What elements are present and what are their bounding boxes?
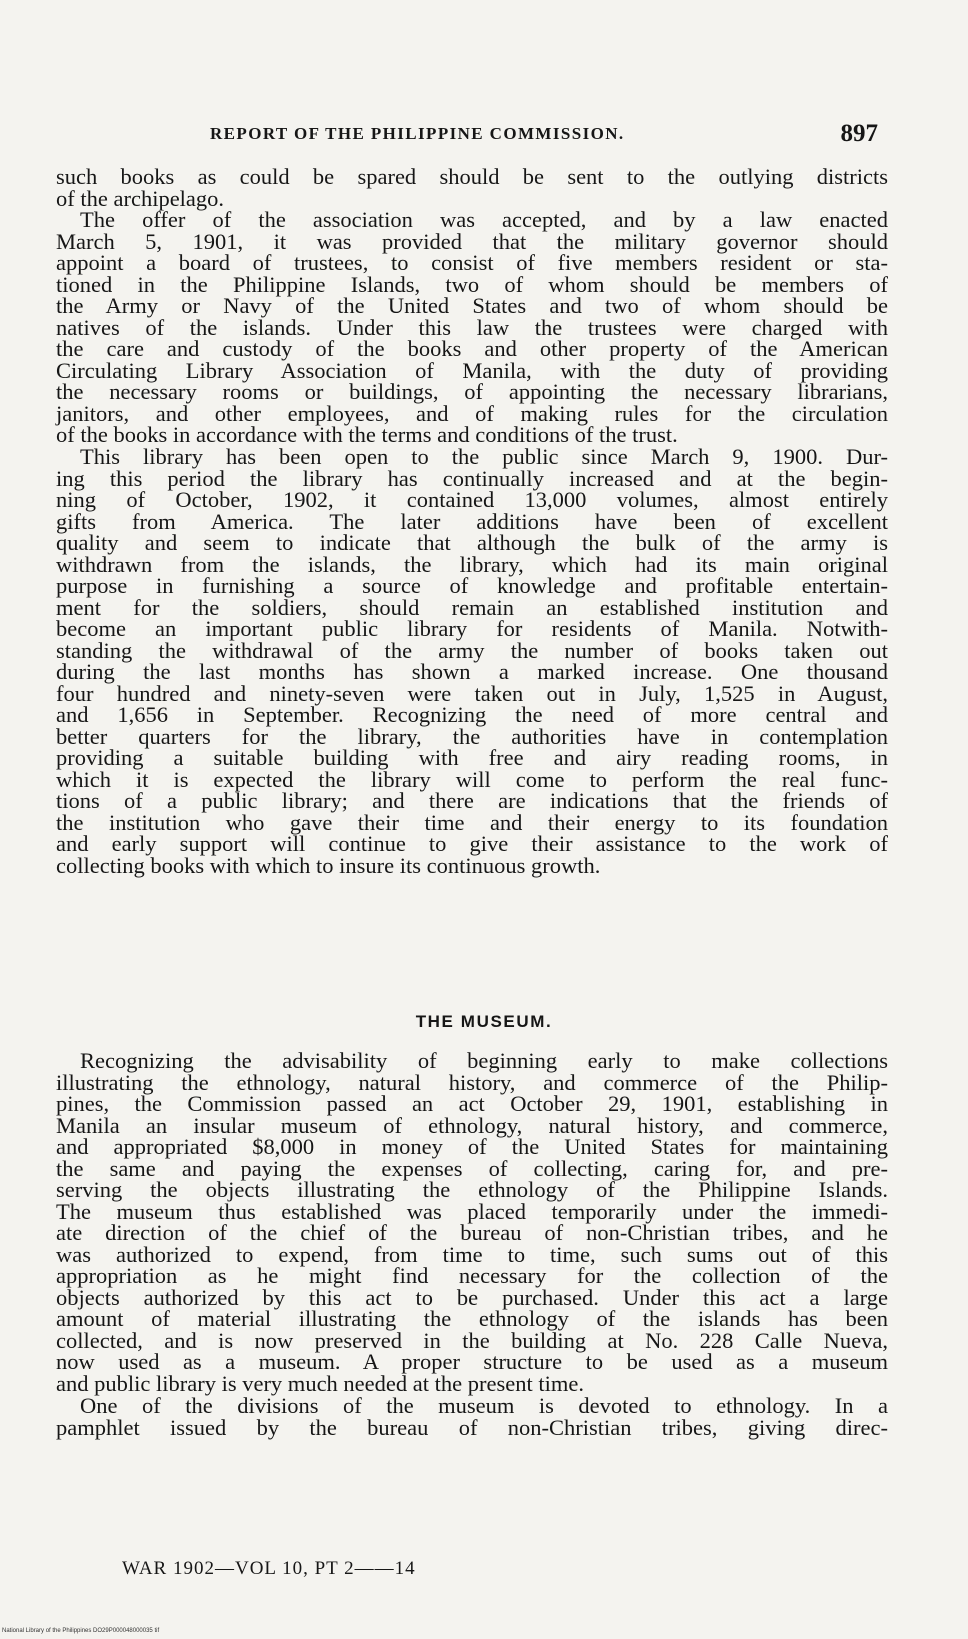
text-line: The offer of the association was accepted, and by a law enacted xyxy=(80,207,888,232)
text-line: pines, the Commission passed an act October 29, 1901, establishing in xyxy=(56,1091,888,1116)
paragraph-library-history xyxy=(56,446,888,876)
signature-mark: WAR 1902—VOL 10, PT 2——14 xyxy=(122,1558,416,1579)
text-line: four hundred and ninety-seven were taken out in July, 1,525 in August, xyxy=(56,680,888,706)
text-line: janitors, and other employees, and of making rules for the circulation xyxy=(56,400,888,426)
text-line: Circulating Library Association of Manila, with the duty of providing xyxy=(56,357,888,383)
text-line: providing a suitable building with free and airy reading rooms, in xyxy=(56,745,888,770)
paragraph-continuation xyxy=(56,166,888,209)
paragraph-library-law xyxy=(56,209,888,446)
text-line: the same and paying the expenses of collecting, caring for, and pre- xyxy=(56,1155,888,1181)
scan-credit: National Library of the Philippines DO29P000048000035 tif xyxy=(2,1628,160,1634)
text-line: purpose in furnishing a source of knowledge and profitable entertain- xyxy=(56,573,888,598)
text-line: Recognizing the advisability of beginning early to make collections xyxy=(80,1048,888,1073)
page-number: 897 xyxy=(840,120,878,147)
text-line: appoint a board of trustees, to consist of five members resident or sta- xyxy=(56,250,888,275)
paragraph-museum xyxy=(56,1050,888,1394)
text-line: pamphlet issued by the bureau of non-Christian tribes, giving direc- xyxy=(56,1414,888,1440)
text-line: collecting books with which to insure its continuous growth. xyxy=(56,852,601,878)
text-line: ing this period the library has continually increased and at the begin- xyxy=(56,465,888,491)
text-line: tions of a public library; and there are indications that the friends of xyxy=(56,788,888,813)
text-line: ment for the soldiers, should remain an established institution and xyxy=(56,594,888,620)
text-line: objects authorized by this act to be purchased. Under this act a large xyxy=(56,1284,888,1310)
section-heading: THE MUSEUM. xyxy=(415,1012,553,1031)
text-line: and public library is very much needed at the present time. xyxy=(56,1370,584,1396)
text-line: such books as could be spared should be sent to the outlying districts xyxy=(56,164,888,189)
text-line: better quarters for the library, the authorities have in contemplation xyxy=(56,723,888,749)
text-line: illustrating the ethnology, natural history, and commerce of the Philip- xyxy=(56,1069,888,1095)
text-line: gifts from America. The later additions have been of excellent xyxy=(56,508,888,534)
text-line: now used as a museum. A proper structure to be used as a museum xyxy=(56,1349,888,1374)
text-line: serving the objects illustrating the ethnology of the Philippine Islands. xyxy=(56,1177,888,1202)
text-line: the care and custody of the books and other property of the American xyxy=(56,336,888,361)
text-line: which it is expected the library will come to perform the real func- xyxy=(56,766,888,792)
running-head xyxy=(210,120,888,150)
text-line: and 1,656 in September. Recognizing the need of more central and xyxy=(56,702,888,727)
text-line: quality and seem to indicate that although the bulk of the army is xyxy=(56,530,888,555)
text-line: March 5, 1901, it was provided that the military governor should xyxy=(56,228,888,254)
text-line: natives of the islands. Under this law the trustees were charged with xyxy=(56,314,888,340)
text-line: standing the withdrawal of the army the number of books taken out xyxy=(56,637,888,663)
text-line: ate direction of the chief of the bureau of non-Christian tribes, and he xyxy=(56,1220,888,1245)
paragraph-ethnology xyxy=(56,1395,888,1438)
text-line: appropriation as he might find necessary for the collection of the xyxy=(56,1263,888,1288)
text-line: was authorized to expend, from time to time, such sums out of this xyxy=(56,1241,888,1267)
text-line: collected, and is now preserved in the building at No. 228 Calle Nueva, xyxy=(56,1327,888,1353)
text-line: the institution who gave their time and their energy to its foundation xyxy=(56,809,888,835)
text-line: tioned in the Philippine Islands, two of whom should be members of xyxy=(56,271,888,297)
text-line: become an important public library for residents of Manila. Notwith- xyxy=(56,616,888,641)
text-line: This library has been open to the public since March 9, 1900. Dur- xyxy=(80,444,888,469)
text-line: the Army or Navy of the United States and two of whom should be xyxy=(56,293,888,318)
text-line: withdrawn from the islands, the library, which had its main original xyxy=(56,551,888,577)
text-line: ning of October, 1902, it contained 13,000 volumes, almost entirely xyxy=(56,487,888,512)
text-line: of the books in accordance with the terms and conditions of the trust. xyxy=(56,422,678,447)
text-line: amount of material illustrating the ethnology of the islands has been xyxy=(56,1306,888,1331)
text-line: Manila an insular museum of ethnology, natural history, and commerce, xyxy=(56,1112,888,1138)
text-line: The museum thus established was placed temporarily under the immedi- xyxy=(56,1198,888,1224)
text-line: and early support will continue to give their assistance to the work of xyxy=(56,831,888,856)
text-line: of the archipelago. xyxy=(56,185,225,211)
text-line: One of the divisions of the museum is devoted to ethnology. In a xyxy=(80,1393,888,1418)
text-line: during the last months has shown a marked increase. One thousand xyxy=(56,659,888,684)
running-title: REPORT OF THE PHILIPPINE COMMISSION. xyxy=(210,124,625,143)
text-line: and appropriated $8,000 in money of the United States for maintaining xyxy=(56,1134,888,1159)
text-line: the necessary rooms or buildings, of appointing the necessary librarians, xyxy=(56,379,888,404)
